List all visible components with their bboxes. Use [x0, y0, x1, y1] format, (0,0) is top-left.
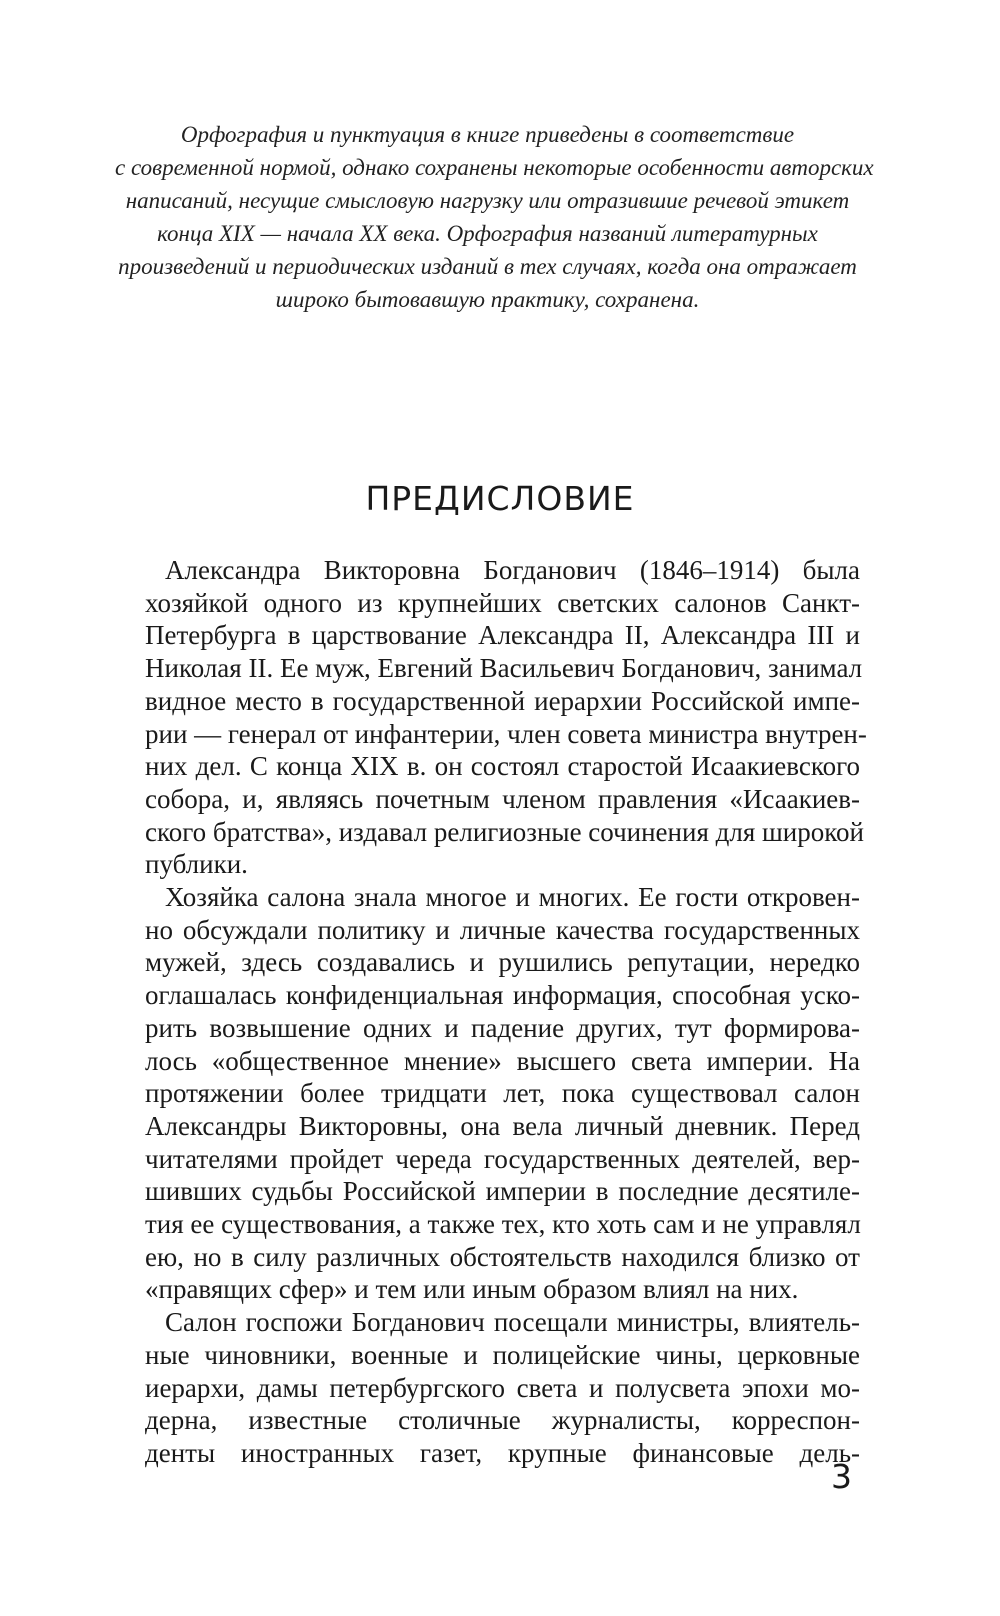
- editorial-note: [115, 118, 874, 316]
- text-line: денты иностранных газет, крупные финансовые дель-: [145, 1437, 860, 1468]
- text-line: Салон госпожи Богданович посещали министры, влиятель-: [165, 1307, 860, 1338]
- note-line: написаний, несущие смысловую нагрузку или отразившие речевой этикет: [125, 188, 850, 213]
- text-line: мужей, здесь создавались и рушились репутации, нередко: [145, 947, 860, 978]
- text-line: тия ее существования, а также тех, кто хоть сам и не управлял: [145, 1209, 861, 1240]
- text-line: собора, и, являясь почетным членом правления «Исаакиев-: [145, 783, 860, 814]
- text-line: но обсуждали политику и личные качества государственных: [145, 914, 860, 945]
- text-line: дерна, известные столичные журналисты, корреспон-: [145, 1405, 860, 1436]
- text-line: лось «общественное мнение» высшего света империи. На: [145, 1045, 860, 1076]
- text-line: оглашалась конфиденциальная информация, способная уско-: [145, 980, 860, 1011]
- text-line: хозяйкой одного из крупнейших светских салонов Санкт-: [145, 587, 860, 618]
- text-line: Николая II. Ее муж, Евгений Васильевич Богданович, занимал: [145, 653, 863, 684]
- text-line: Хозяйка салона знала многое и многих. Ее гости откровен-: [165, 882, 860, 913]
- note-line: произведений и периодических изданий в тех случаях, когда она отражает: [118, 254, 857, 279]
- text-line: иерархи, дамы петербургского света и полусвета эпохи мо-: [145, 1372, 860, 1403]
- text-line: Александры Викторовны, она вела личный дневник. Перед: [145, 1110, 860, 1141]
- body-text: [145, 554, 867, 1470]
- section-heading: ПРЕДИСЛОВИЕ: [365, 479, 635, 518]
- text-line: рить возвышение одних и падение других, тут формирова-: [145, 1012, 860, 1043]
- paragraph: [145, 1306, 860, 1470]
- text-line: рии — генерал от инфантерии, член совета министра внутрен-: [145, 718, 867, 749]
- text-line: публики.: [145, 849, 248, 880]
- text-line: Петербурга в царствование Александра II, Александра III и: [145, 620, 860, 651]
- note-line: конца XIX — начала XX века. Орфография названий литературных: [157, 221, 818, 246]
- note-line: широко бытовавшую практику, сохранена.: [275, 287, 700, 312]
- text-line: протяжении более тридцати лет, пока существовал салон: [145, 1078, 860, 1109]
- text-line: «правящих сфер» и тем или иным образом влиял на них.: [145, 1274, 799, 1305]
- text-line: видное место в государственной иерархии Российской импе-: [145, 685, 860, 716]
- paragraph: [145, 554, 867, 881]
- note-line: с современной нормой, однако сохранены некоторые особенности авторских: [115, 155, 874, 180]
- text-line: ные чиновники, военные и полицейские чины, церковные: [145, 1339, 860, 1370]
- paragraph: [145, 881, 860, 1306]
- page-number: 3: [831, 1457, 852, 1496]
- text-line: них дел. С конца XIX в. он состоял старостой Исаакиевского: [145, 751, 860, 782]
- text-line: шивших судьбы Российской империи в последние десятиле-: [145, 1176, 860, 1207]
- text-line: ского братства», издавал религиозные сочинения для широкой: [145, 816, 864, 847]
- text-line: ею, но в силу различных обстоятельств находился близко от: [145, 1241, 860, 1272]
- note-line: Орфография и пунктуация в книге приведены в соответствие: [180, 122, 795, 147]
- text-line: читателями пройдет череда государственных деятелей, вер-: [145, 1143, 860, 1174]
- text-line: Александра Викторовна Богданович (1846–1914) была: [165, 555, 860, 585]
